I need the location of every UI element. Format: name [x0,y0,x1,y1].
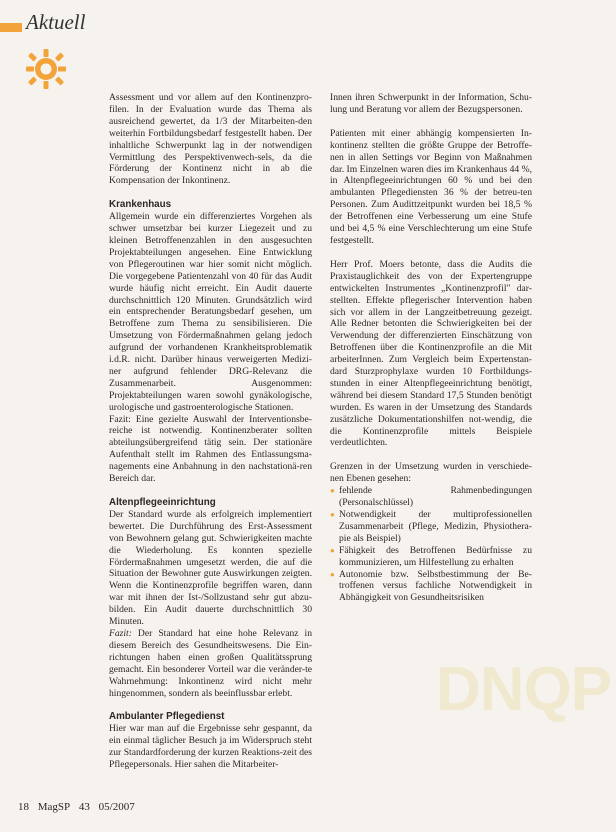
list-item: ● Fähigkeit des Betroffenen Bedürfnisse zu kommunizieren, um Hilfestellung zu erhalten [330,545,532,569]
fazit-text: Der Standard hat eine hohe Relevanz in diesem Bereich des Gesundheitswesens. Die Ein-richtungen haben einen großen Qualitätssprung gemacht. Ein besonderer Vorteil war die veränder-te Wahrnehmung: Inkontinenz wird nicht mehr hingenommen, sondern als beeinflussbar erlebt. [109,627,312,699]
section-accent-bar [0,23,22,32]
watermark: DNQP [436,655,612,724]
right-paragraph-1: Innen ihren Schwerpunkt in der Information, Schu-lung und Beratung vor allem der Bezugspersonen. [330,92,532,115]
right-column [330,92,532,604]
altenpflege-fazit [109,628,312,699]
heading-ambulant: Ambulanter Pflegedienst [109,711,225,723]
right-paragraph-3: Herr Prof. Moers betonte, dass die Audits die Praxistauglichkeit des von der Expertengruppe entwickelten Instrumentes „Kontinenzprofil" dar-stellten. Effekte pflegerischer Intervention haben sich vor allem in der Langzeitbetreuung gezeigt. Alle Redner betonten die Schwierigkeiten bei der Verwendung der differenzierten Einschätzung von Betroffenen über die Kontinenzprofile an die Mit arbeiterInnen. Zum Vergleich beim Expertenstan-dard Sturzprophylaxe wurden 10 Fortbildungs-stunden in einer Altenpflegeeinrichtung benötigt, während bei diesem Standard 17,5 Stunden benötigt wurden. Es waren in der Umsetzung des Standards zusätzliche Dokumentationshilfen not-wendig, die die Kontinenzprofile mittels Beispiele verdeutlichten. [330,258,532,449]
limits-list [330,485,532,604]
page-number: 18 [18,801,29,813]
sun-icon [24,46,68,90]
magazine-name: MagSP [37,801,71,813]
list-item: ● fehlende Rahmenbedingungen (Personalschlüssel) [330,485,532,509]
krankenhaus-fazit: Fazit: Eine gezielte Auswahl der Interventionsbe-reiche ist notwendig. Kontinenzberater sollten abteilungsübergreifend tätig sein. Der stationäre Aufenthalt stellt im Rahmen des Entlassungsma-nagements eine Anbahnung in den nachstationä-ren Bereich dar. [109,413,312,485]
page-footer [18,801,141,813]
issue-date: 05/2007 [98,801,135,813]
ambulant-paragraph: Hier war man auf die Ergebnisse sehr gespannt, da ein einmal täglicher Besuch ja im Widerspruch steht zur Standardforderung der kurzen Reaktions-zeit des Pflegepersonals. Hier sahen die Mitarbeiter- [109,723,312,771]
krankenhaus-paragraph: Allgemein wurde ein differenziertes Vorgehen als schwer umsetzbar bei kurzer Liegezeit und zu kleinen Betroffenenzahlen in den ausgesuchten Projektabteilungen angesehen. Eine Entwicklung von Pflegeroutinen war hier somit nicht möglich. Die vorgegebene Patientenzahl von 40 für das Audit wurde häufig nicht erreicht. Ein Audit dauerte durchschnittlich 120 Minuten. Grundsätzlich wird ein entsprechender Beratungsbedarf gesehen, um Betroffene zum Thema zu sensibilisieren. Die Umsetzung von Fördermaßnahmen gelang jedoch aufgrund der vorhandenen Krankheitsproblematik i.d.R. nicht. Darüber hinaus verweigerten Medizi-ner aufgrund fehlender DRG-Relevanz die Zusammenarbeit. Ausgenommen: Projektabteilungen waren sowohl gynäkologische, urologische und gastroenterologische Stationen. [109,211,312,413]
list-item: ● Notwendigkeit der multiprofessionellen Zusammenarbeit (Pflege, Medizin, Physiothera-pie als Beispiel) [330,509,532,545]
list-item: ● Autonomie bzw. Selbstbestimmung der Be-troffenen versus fachliche Notwendigkeit in Abhängigkeit von Gesundheitsrisiken [330,569,532,605]
section-title: Aktuell [26,10,86,34]
heading-krankenhaus: Krankenhaus [109,199,172,211]
right-paragraph-2: Patienten mit einer abhängig kompensierten In-kontinenz stellten die größte Gruppe der Betroffe-nen in allen Settings vor Beginn von Maßnahmen dar. Im Einzelnen waren dies im Krankenhaus 44 %, in Altenpflegeeinrichtungen 60 % und bei den ambulanten Pflegediensten 36 % der betreu-ten Personen. Zum Audittzeitpunkt wurden bei 18,5 % der Betroffenen eine Verbesserung um eine Stufe und bei 4,5 % eine Verschlechterung um eine Stufe festgestellt. [330,127,532,246]
issue-number: 43 [78,801,90,813]
fazit-label: Fazit: [109,627,132,639]
altenpflege-paragraph: Der Standard wurde als erfolgreich implementiert bewertet. Die Durchführung des Erst-Assessment von Bewohnern gelang gut. Schwierigkeiten machte die Wiederholung. Es konnten spezielle Fördermaßnahmen umgesetzt werden, die auf die Situation der Bewohner gute Auswirkungen zeigten. Wenn die Kontinenzprofile begriffen waren, dann war mit ihnen der Ist-/Sollzustand sehr gut abzu-bilden. Ein Audit dauerte durchschnittlich 30 Minuten. [109,508,312,628]
right-paragraph-4: Grenzen in der Umsetzung wurden in verschiede-nen Ebenen gesehen: [330,461,532,485]
heading-altenpflege: Altenpflegeeinrichtung [109,497,216,508]
left-column [109,92,312,771]
intro-paragraph: Assessment und vor allem auf den Kontinenzpro-filen. In der Evaluation wurde das Thema als ausreichend gewertet, da 1/3 der Mitarbeiten-den weiterhin Fortbildungsbedarf festgestellt haben. Der inhaltliche Schwerpunkt lag in der notwendigen Vermittlung des Perspektivenwech-sels, da die Förderung der Kontinenz nicht in ab die Kompensation der Inkontinenz. [109,92,312,187]
